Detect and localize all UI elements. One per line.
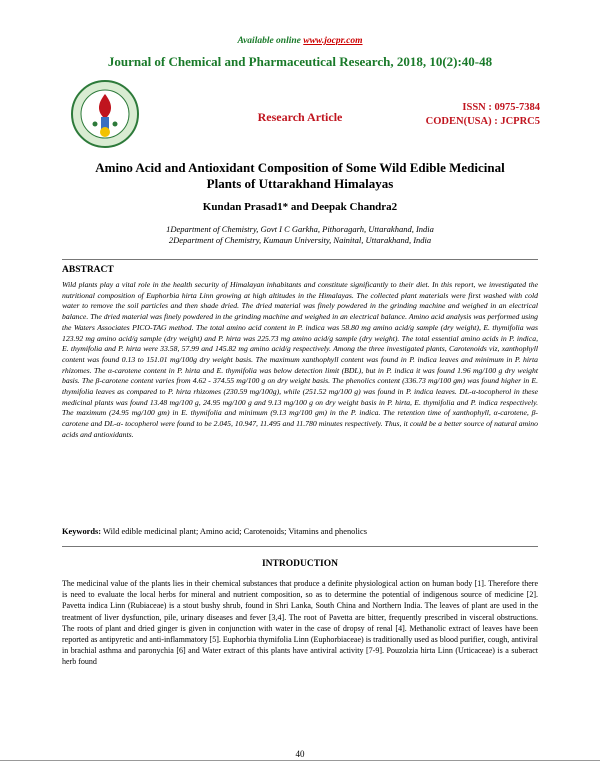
keywords-text: Wild edible medicinal plant; Amino acid; Carotenoids; Vitamins and phenolics [103, 527, 367, 536]
title-line-1: Amino Acid and Antioxidant Composition of Some Wild Edible Medicinal [95, 160, 505, 175]
affiliation-1: 1Department of Chemistry, Govt I C Garkha, Pithoragarh, Uttarakhand, India [166, 224, 434, 234]
page-number: 40 [295, 749, 305, 759]
abstract-heading: ABSTRACT [62, 265, 114, 275]
journal-citation: Journal of Chemical and Pharmaceutical Research, 2018, 10(2):40-48 [107, 54, 493, 69]
footer-rule [0, 760, 600, 761]
paper-title [80, 160, 520, 192]
journal-url-link[interactable]: www.jocpr.com [303, 36, 363, 46]
affiliations [0, 224, 600, 246]
availability-line [0, 36, 600, 46]
affiliation-2: 2Department of Chemistry, Kumaun University, Nainital, Uttarakhand, India [168, 235, 432, 245]
divider [62, 259, 538, 260]
abstract-text: Wild plants play a vital role in the health security of Himalayan inhabitants and constitute significantly to their diet. In this report, we investigated the nutritional composition of Euphorbia hirta Linn growing at high altitudes in the Himalayas. The collected plant materials were first washed with cold water to remove the soil particles and then shade dried. The dried material was finely powdered in the grinding machine and weighed in an electrical balance. The dried material was finely powdered in the grinding machine and weighed in an electrical balance. Amino acid analysis was performed using the Waters Associates PICO-TAG method. The total amino acid content in P. indica was 58.80 mg amino acid/g sample (dry weight), E. thymifolia was 123.92 mg amino acid/g sample (dry weight) and P. hirta was 225.73 mg amino acid/g sample (dry weight). The total essential amino acids in P. indica, E. thymifolia and P. hirta were 33.58, 57.99 and 145.82 mg amino acid/g respectively. Among the three investigated plants, Carotenoids viz, xanthophyll content was found 0.13 to 151.01 mg/100g dry weight basis. The maximum xanthophyll content was found in P. indica leaves and minimum in P. hirta rhizomes. The α-carotene content in P. hirta and E. thymifolia was below detection limit (BDL), but in P. indica it was found 1.96 mg/100 g dry weight basis. The β-carotene content varies from 4.62 - 374.55 mg/100 g on dry weight basis. The phenolics content (336.73 mg/100 gm) was found higher in E. thymifolia leaves as compared to P. hirta rhizomes (230.59 mg/100g), while (251.52 mg/100 g) was found in P. indica leaves. DL-α-tocopherol in these medicinal plants was found 13.48 mg/100 g, 24.95 mg/100 g and 9.13 mg/100 g on dry weight basis in P. hirta, E. thymifolia and P. indica respectively. The maximum (24.95 mg/100 gm) in E. thymifolia and minimum (9.13 mg/100 gm) in the P. indica. The retention time of xanthophyll, α-carotene, β-carotene and DL-α- tocopherol were found to be 2.045, 10.947, 11.495 and 11.780 minutes respectively. Thus, it could be a better source of natural amino acids and antioxidants. [62, 280, 538, 439]
keywords-label: Keywords: [62, 527, 102, 536]
article-type: Research Article [257, 110, 343, 124]
introduction-heading: INTRODUCTION [261, 559, 338, 569]
divider [62, 546, 538, 547]
issn-block [405, 101, 540, 129]
introduction-text: The medicinal value of the plants lies in their chemical substances that produce a definite physiological action on human body [1]. Therefore there is need to evaluate the local herbs for mineral and nutrient composition, so as to determine the potential of indigenous source of medicine [2]. Pavetta indica Linn (Rubiaceae) is a stout bushy shrub, found in Shri Lanka, South China and Northern India. The leaves of plant are used in the treatment of liver dysfunction, pile, urinary diseases and fever [3,4]. The root of Pavetta are bitter, frequently prescribed in visceral obstructions. The roots of plant and dried ginger is given in conjunction with water in the case of dropsy of renal [4]. Methanolic extract of leaves have been reported as antipyretic and anti-inflammatory [5]. Euphorbia thymifolia Linn (Euphorbiaceae) is traditionally used as blood purifier, cough, antiviral in brachial asthma and paronychia [6] and Water extract of this plants have antiviral activity [7-9]. Pouzolzia hirta Linn (Urticaceae) is a suberact herb found [62, 579, 538, 667]
journal-logo [70, 79, 140, 149]
title-line-2: Plants of Uttarakhand Himalayas [206, 176, 394, 191]
coden: CODEN(USA) : JCPRC5 [425, 116, 540, 127]
keywords [62, 527, 538, 536]
authors: Kundan Prasad1* and Deepak Chandra2 [202, 201, 398, 213]
issn: ISSN : 0975-7384 [462, 102, 540, 113]
available-prefix: Available online [237, 36, 301, 46]
